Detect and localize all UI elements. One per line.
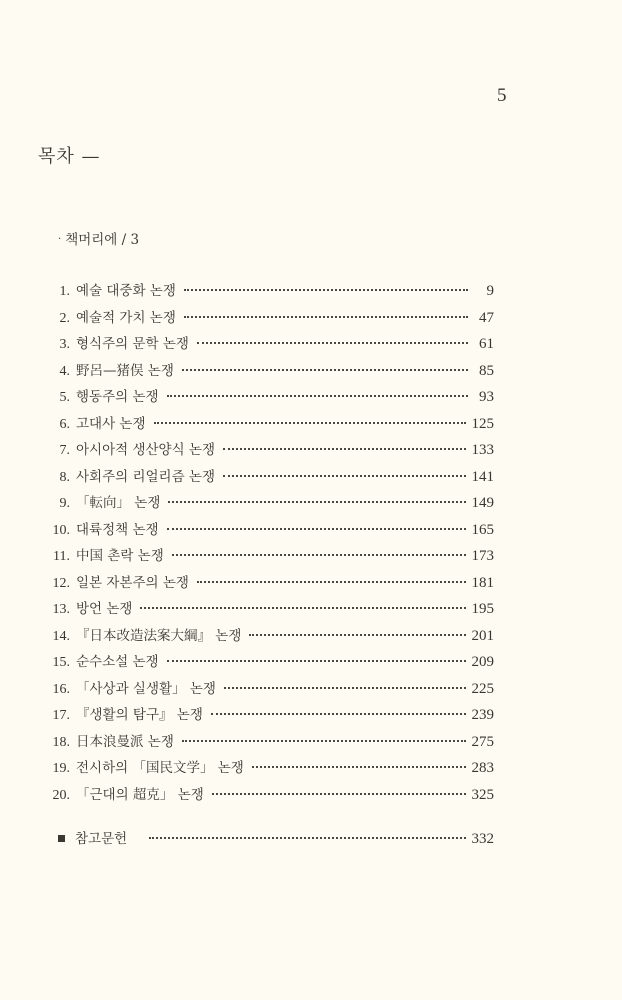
toc-entry[interactable] <box>48 464 494 491</box>
dot-leader <box>197 581 466 583</box>
toc-entry[interactable] <box>48 570 494 597</box>
toc-entry-number: 3. <box>59 337 70 352</box>
toc-entry[interactable] <box>48 676 494 703</box>
toc-entry-number: 11. <box>53 549 70 564</box>
dot-leader <box>223 448 466 450</box>
square-bullet-icon <box>58 835 65 842</box>
toc-entry-title: 일본 자본주의 논쟁 <box>76 574 189 591</box>
toc-entry-title: 전시하의 「国民文学」 논쟁 <box>76 760 244 776</box>
toc-entry-page: 47 <box>479 309 494 326</box>
dot-leader <box>197 342 468 344</box>
dot-leader <box>154 422 466 424</box>
toc-entry-title: 예술적 가치 논쟁 <box>76 309 176 326</box>
references-entry[interactable] <box>58 826 494 852</box>
toc-entry-number: 7. <box>59 443 70 458</box>
toc-entry-title: 방언 논쟁 <box>76 601 133 617</box>
toc-entry-page: 173 <box>471 548 494 564</box>
toc-entry-title: 中国 촌락 논쟁 <box>76 548 164 564</box>
toc-entry-number: 8. <box>59 469 70 485</box>
toc-entry-number: 9. <box>59 496 70 511</box>
toc-entry-page: 85 <box>479 362 494 379</box>
toc-entry-title: 『日本改造法案大綱』 논쟁 <box>76 627 242 644</box>
toc-entry-page: 141 <box>471 468 494 485</box>
toc-entry-number: 17. <box>52 708 70 723</box>
bullet-dot-icon: · <box>58 234 62 245</box>
toc-entry-title: 「사상과 실생활」 논쟁 <box>76 680 216 697</box>
toc-entry[interactable] <box>48 331 494 358</box>
toc-entry-title: 형식주의 문학 논쟁 <box>76 336 189 352</box>
toc-entry-title: 사회주의 리얼리즘 논쟁 <box>76 468 215 485</box>
dot-leader <box>167 395 468 397</box>
toc-entry-title: 예술 대중화 논쟁 <box>76 283 176 299</box>
toc-entry-number: 5. <box>59 390 70 405</box>
toc-entry-page: 239 <box>471 707 494 723</box>
toc-entry[interactable] <box>48 623 494 650</box>
dot-leader <box>223 475 466 477</box>
dot-leader <box>182 740 466 742</box>
toc-entry-page: 9 <box>486 283 494 299</box>
toc-entry-title: 대륙정책 논쟁 <box>76 521 159 538</box>
toc-entry[interactable] <box>48 305 494 332</box>
toc-entry-title: 野呂—猪俣 논쟁 <box>76 362 174 379</box>
toc-entry-page: 209 <box>471 654 494 670</box>
toc-entry-page: 165 <box>471 521 494 538</box>
toc-entry[interactable] <box>48 543 494 570</box>
dot-leader <box>249 634 465 636</box>
toc-entry-page: 195 <box>471 601 494 617</box>
toc-entry[interactable] <box>48 278 494 305</box>
toc-entry-title: 고대사 논쟁 <box>76 415 146 432</box>
references-page: 332 <box>471 831 494 847</box>
toc-entry-number: 4. <box>59 363 70 379</box>
toc-entry-title: 「근대의 超克」 논쟁 <box>76 786 204 803</box>
toc-entry[interactable] <box>48 596 494 623</box>
toc-entry[interactable] <box>48 517 494 544</box>
toc-entry[interactable] <box>48 384 494 411</box>
dot-leader <box>252 766 466 768</box>
dot-leader <box>140 607 465 609</box>
dot-leader <box>167 528 466 530</box>
toc-heading: 목차 — <box>38 146 101 167</box>
toc-entry-page: 133 <box>471 442 494 458</box>
toc-entry-number: 6. <box>59 416 70 432</box>
toc-entry[interactable] <box>48 702 494 729</box>
foreword-entry[interactable] <box>58 228 139 248</box>
toc-entry-title: 행동주의 논쟁 <box>76 389 159 405</box>
toc-entry-number: 12. <box>52 575 70 591</box>
toc-entry-number: 19. <box>52 761 70 776</box>
toc-entry-page: 201 <box>471 627 494 644</box>
dot-leader <box>149 837 465 839</box>
toc-entry[interactable] <box>48 782 494 809</box>
dot-leader <box>172 554 466 556</box>
toc-entry-number: 16. <box>52 681 70 697</box>
toc-entry-number: 15. <box>52 655 70 670</box>
toc-entry-page: 125 <box>471 415 494 432</box>
toc-entry[interactable] <box>48 490 494 517</box>
toc-entry-number: 14. <box>52 628 70 644</box>
toc-entry-page: 61 <box>479 336 494 352</box>
dot-leader <box>184 316 468 318</box>
toc-entry-number: 1. <box>59 284 70 299</box>
toc-entry-page: 149 <box>471 495 494 511</box>
toc-entry-page: 283 <box>471 760 494 776</box>
toc-entry-number: 20. <box>52 787 70 803</box>
toc-entry[interactable] <box>48 411 494 438</box>
toc-entry-title: 「転向」 논쟁 <box>76 495 161 511</box>
toc-entry[interactable] <box>48 729 494 756</box>
toc-entry[interactable] <box>48 755 494 782</box>
toc-entry-number: 18. <box>52 734 70 750</box>
toc-entry-page: 181 <box>471 574 494 591</box>
dot-leader <box>212 793 466 795</box>
dot-leader <box>182 369 468 371</box>
toc-entry[interactable] <box>48 358 494 385</box>
dot-leader <box>167 660 466 662</box>
toc-entry-number: 13. <box>52 602 70 617</box>
toc-entry-number: 10. <box>52 522 70 538</box>
dot-leader <box>224 687 466 689</box>
dot-leader <box>184 289 468 291</box>
toc-list <box>48 278 494 808</box>
page-number: 5 <box>497 85 507 106</box>
dot-leader <box>211 713 466 715</box>
toc-entry-page: 225 <box>471 680 494 697</box>
toc-entry[interactable] <box>48 437 494 464</box>
toc-entry-page: 93 <box>479 389 494 405</box>
toc-entry-page: 325 <box>471 786 494 803</box>
toc-entry[interactable] <box>48 649 494 676</box>
toc-entry-title: 日本浪曼派 논쟁 <box>76 733 174 750</box>
foreword-label: 책머리에 / 3 <box>65 232 140 248</box>
toc-entry-number: 2. <box>59 310 70 326</box>
dot-leader <box>168 501 465 503</box>
toc-entry-title: 순수소설 논쟁 <box>76 654 159 670</box>
toc-entry-page: 275 <box>471 733 494 750</box>
toc-entry-title: 『생활의 탐구』 논쟁 <box>76 707 203 723</box>
toc-entry-title: 아시아적 생산양식 논쟁 <box>76 442 215 458</box>
references-title: 참고문헌 <box>75 831 128 847</box>
